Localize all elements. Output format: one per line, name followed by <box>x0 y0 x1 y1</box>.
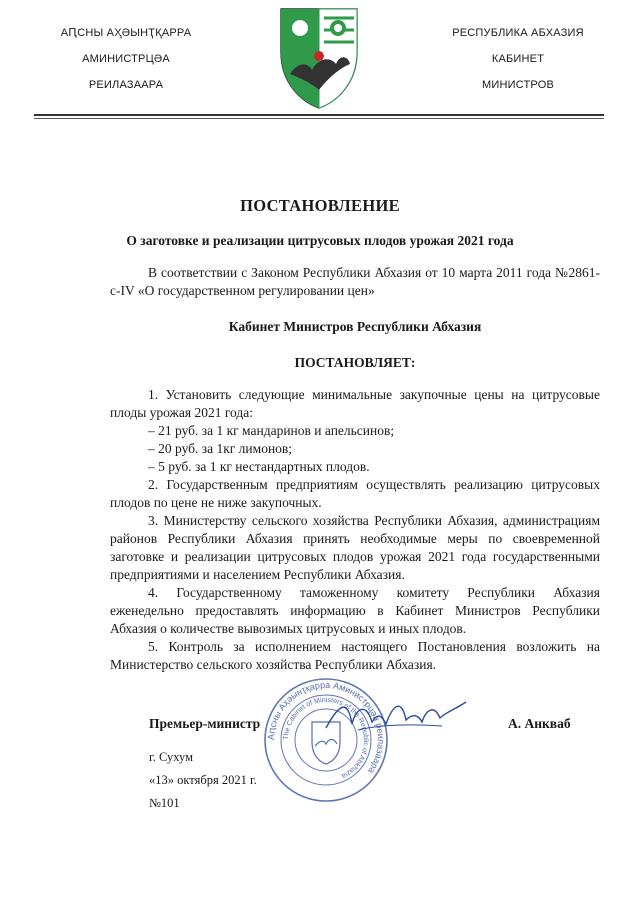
price-line-2: – 20 руб. за 1кг лимонов; <box>148 441 293 456</box>
header-right-line-3: МИНИСТРОВ <box>481 79 554 91</box>
header-left-line-2: АМИНИСТРЦӘА <box>82 53 170 65</box>
header-left-line-3: РЕИЛАЗААРА <box>88 79 164 91</box>
price-line-1: – 21 руб. за 1 кг мандаринов и апельсинов; <box>148 423 395 438</box>
document-number: №101 <box>149 796 180 810</box>
document-title: ПОСТАНОВЛЕНИЕ <box>240 196 400 215</box>
svg-text:The Cabinet of Ministers of th: The Cabinet of Ministers of the Republic of Abkhazia <box>282 696 370 780</box>
document-subtitle: О заготовке и реализации цитрусовых плодов урожая 2021 года <box>126 233 514 248</box>
price-line-3: – 5 руб. за 1 кг нестандартных плодов. <box>148 459 370 474</box>
preamble-paragraph: В соответствии с Законом Республики Абхазия от 10 марта 2011 года №2861-с-IV «О государственном регулировании цен» <box>110 265 600 298</box>
decree-heading: ПОСТАНОВЛЯЕТ: <box>294 355 416 370</box>
signatory-name: А. Анкваб <box>508 716 571 731</box>
document-body <box>110 264 600 674</box>
header-left-block <box>26 26 226 104</box>
header-right-line-1: РЕСПУБЛИКА АБХАЗИЯ <box>452 27 584 39</box>
svg-text:Аԥсны Аҳәынҭқарра Аминистрцәа: Аԥсны Аҳәынҭқарра Аминистрцәа реилазаара <box>265 679 387 776</box>
item-1-paragraph: 1. Установить следующие минимальные закупочные цены на цитрусовые плоды урожая 2021 года: <box>110 387 600 420</box>
header-right-line-2: КАБИНЕТ <box>491 53 545 65</box>
header-divider-thick <box>34 114 604 116</box>
state-emblem-icon <box>278 4 360 112</box>
handwritten-signature-icon <box>322 694 470 744</box>
item-5-paragraph: 5. Контроль за исполнением настоящего Постановления возложить на Министерство сельского хозяйства Республики Абхазия. <box>110 639 600 672</box>
issue-place: г. Сухум <box>149 750 194 764</box>
item-2-paragraph: 2. Государственным предприятиям осуществлять реализацию цитрусовых плодов по цене не ниже закупочных. <box>110 477 600 510</box>
item-3-paragraph: 3. Министерству сельского хозяйства Республики Абхазия, администрациям районов Республики Абхазия принять необходимые меры по своевременной заготовке и реализации цитрусовых плодов урожая 2021 года государственными предприятиями и населением Республики Абхазия. <box>110 513 600 582</box>
header-right-block <box>418 26 618 104</box>
issue-date: «13» октября 2021 г. <box>149 773 257 787</box>
item-4-paragraph: 4. Государственному таможенному комитету Республики Абхазия еженедельно предоставлять информацию в Кабинет Министров Республики Абхазия о количестве вывозимых цитрусовых и иных плодов. <box>110 585 600 636</box>
header-divider-thin <box>34 118 604 119</box>
issuer-line: Кабинет Министров Республики Абхазия <box>228 319 482 334</box>
header-left-line-1: АԤСНЫ АҲӘЫНҬҚАРРА <box>60 27 192 39</box>
signatory-title: Премьер-министр <box>149 716 261 731</box>
